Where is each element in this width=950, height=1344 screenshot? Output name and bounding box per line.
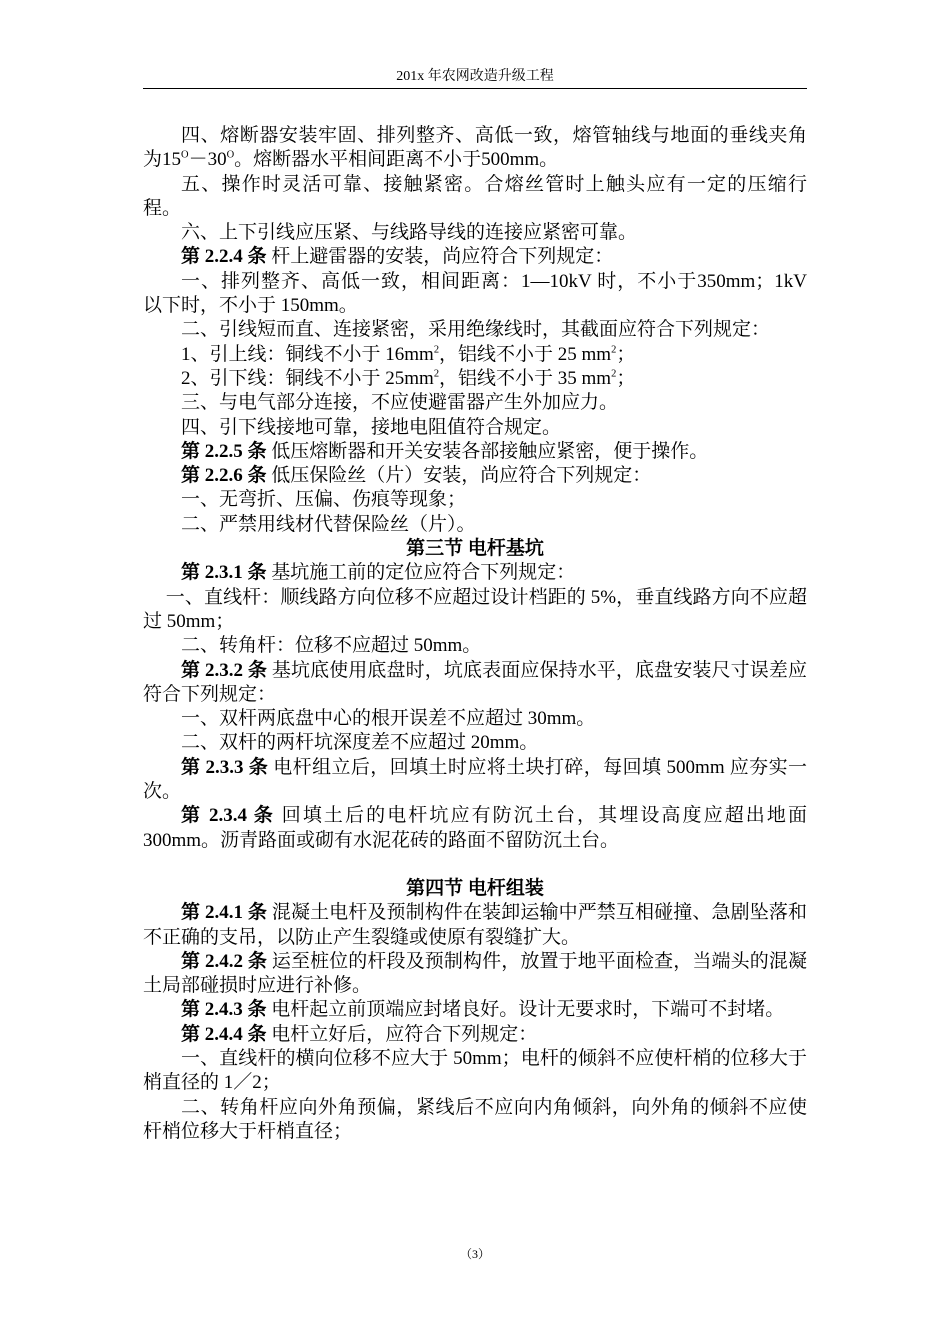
- paragraph: 一、直线杆：顺线路方向位移不应超过设计档距的 5%，垂直线路方向不应超过 50mm；: [143, 586, 807, 632]
- paragraph: 六、上下引线应压紧、与线路导线的连接应紧密可靠。: [181, 222, 638, 244]
- paragraph: 2、引下线：铜线不小于 $25mm^2$，铝线不小于 35 $mm^2$；: [181, 367, 636, 389]
- paragraph: 五、操作时灵活可靠、接触紧密。合熔丝管时上触头应有一定的压缩行程。: [143, 173, 807, 219]
- article-2-4-2: 第 2.4.2 条 运至桩位的杆段及预制构件，放置于地平面检查，当端头的混凝土局部碰损时应进行补修。: [143, 950, 807, 997]
- article-label: 第 2.2.4 条: [181, 246, 267, 268]
- article-2-3-4: 第 2.3.4 条 回填土后的电杆坑应有防沉土台，其埋设高度应超出地面 300mm。沥青路面或砌有水泥花砖的路面不留防沉土台。: [143, 805, 807, 851]
- header-rule: [143, 88, 807, 89]
- page-header: 201x 年农网改造升级工程: [396, 69, 554, 84]
- article-label: 第 2.3.1 条: [181, 562, 267, 584]
- article-label: 第 2.4.1 条: [181, 902, 267, 924]
- paragraph: 三、与电气部分连接，不应使避雷器产生外加应力。: [181, 392, 619, 414]
- article-2-3-2: 第 2.3.2 条 基坑底使用底盘时，坑底表面应保持水平，底盘安装尺寸误差应符合下列规定：: [143, 659, 807, 705]
- section-heading-4: 第四节 电杆组装: [406, 877, 544, 899]
- article-2-4-4: 第 2.4.4 条 电杆立好后，应符合下列规定：: [181, 1023, 538, 1045]
- article-2-4-1: 第 2.4.1 条 混凝土电杆及预制构件在装卸运输中严禁互相碰撞、急剧坠落和不正确的支吊，以防止产生裂缝或使原有裂缝扩大。: [143, 902, 807, 948]
- paragraph: 二、严禁用线材代替保险丝（片）。: [181, 513, 476, 535]
- article-label: 第 2.3.2 条: [181, 659, 267, 681]
- article-label: 第 2.4.2 条: [181, 950, 267, 972]
- article-2-3-3: 第 2.3.3 条 电杆组立后，回填土时应将土块打碎，每回填 500mm 应夯实一次。: [143, 756, 807, 803]
- article-label: 第 2.4.4 条: [181, 1023, 267, 1045]
- article-label: 第 2.2.6 条: [181, 465, 267, 487]
- page-number: （3）: [459, 1247, 490, 1261]
- article-2-4-3: 第 2.4.3 条 电杆起立前顶端应封堵良好。设计无要求时，下端可不封堵。: [181, 999, 785, 1021]
- paragraph: 一、双杆两底盘中心的根开误差不应超过 30mm。: [181, 708, 596, 730]
- paragraph: 二、转角杆：位移不应超过 50mm。: [181, 635, 482, 657]
- paragraph: 一、无弯折、压偏、伤痕等现象；: [181, 489, 467, 511]
- paragraph: 1、引上线：铜线不小于 $16mm^2$，铝线不小于 25 $mm^2$；: [181, 343, 636, 365]
- paragraph: 四、引下线接地可靠，接地电阻值符合规定。: [181, 416, 562, 438]
- paragraph: 一、排列整齐、高低一致，相间距离：1—10kV 时，不小于350mm；1kV 以下时，不小于 150mm。: [143, 270, 807, 317]
- spacer: [143, 853, 807, 877]
- article-label: 第 2.3.3 条: [181, 756, 269, 778]
- article-label: 第 2.3.4 条: [181, 805, 275, 827]
- article-2-2-6: 第 2.2.6 条 低压保险丝（片）安装，尚应符合下列规定：: [181, 465, 652, 487]
- article-2-2-4: 第 2.2.4 条 杆上避雷器的安装，尚应符合下列规定：: [181, 246, 614, 268]
- paragraph: 二、转角杆应向外角预偏，紧线后不应向内角倾斜，向外角的倾斜不应使杆梢位移大于杆梢直径；: [143, 1096, 807, 1142]
- article-label: 第 2.4.3 条: [181, 999, 267, 1021]
- paragraph: 二、引线短而直、连接紧密，采用绝缘线时，其截面应符合下列规定：: [181, 319, 771, 341]
- paragraph: 四、熔断器安装牢固、排列整齐、高低一致，熔管轴线与地面的垂线夹角为$15^O-30^O$。熔断器水平相间距离不小于500mm。: [143, 125, 807, 171]
- document-body: [143, 124, 807, 1144]
- paragraph: 一、直线杆的横向位移不应大于 50mm；电杆的倾斜不应使杆梢的位移大于梢直径的 1／2；: [143, 1047, 807, 1094]
- article-2-3-1: 第 2.3.1 条 基坑施工前的定位应符合下列规定：: [181, 562, 576, 584]
- paragraph: 二、双杆的两杆坑深度差不应超过 20mm。: [181, 732, 539, 754]
- article-2-2-5: 第 2.2.5 条 低压熔断器和开关安装各部接触应紧密，便于操作。: [181, 440, 709, 462]
- article-label: 第 2.2.5 条: [181, 440, 267, 462]
- section-heading-3: 第三节 电杆基坑: [406, 538, 544, 560]
